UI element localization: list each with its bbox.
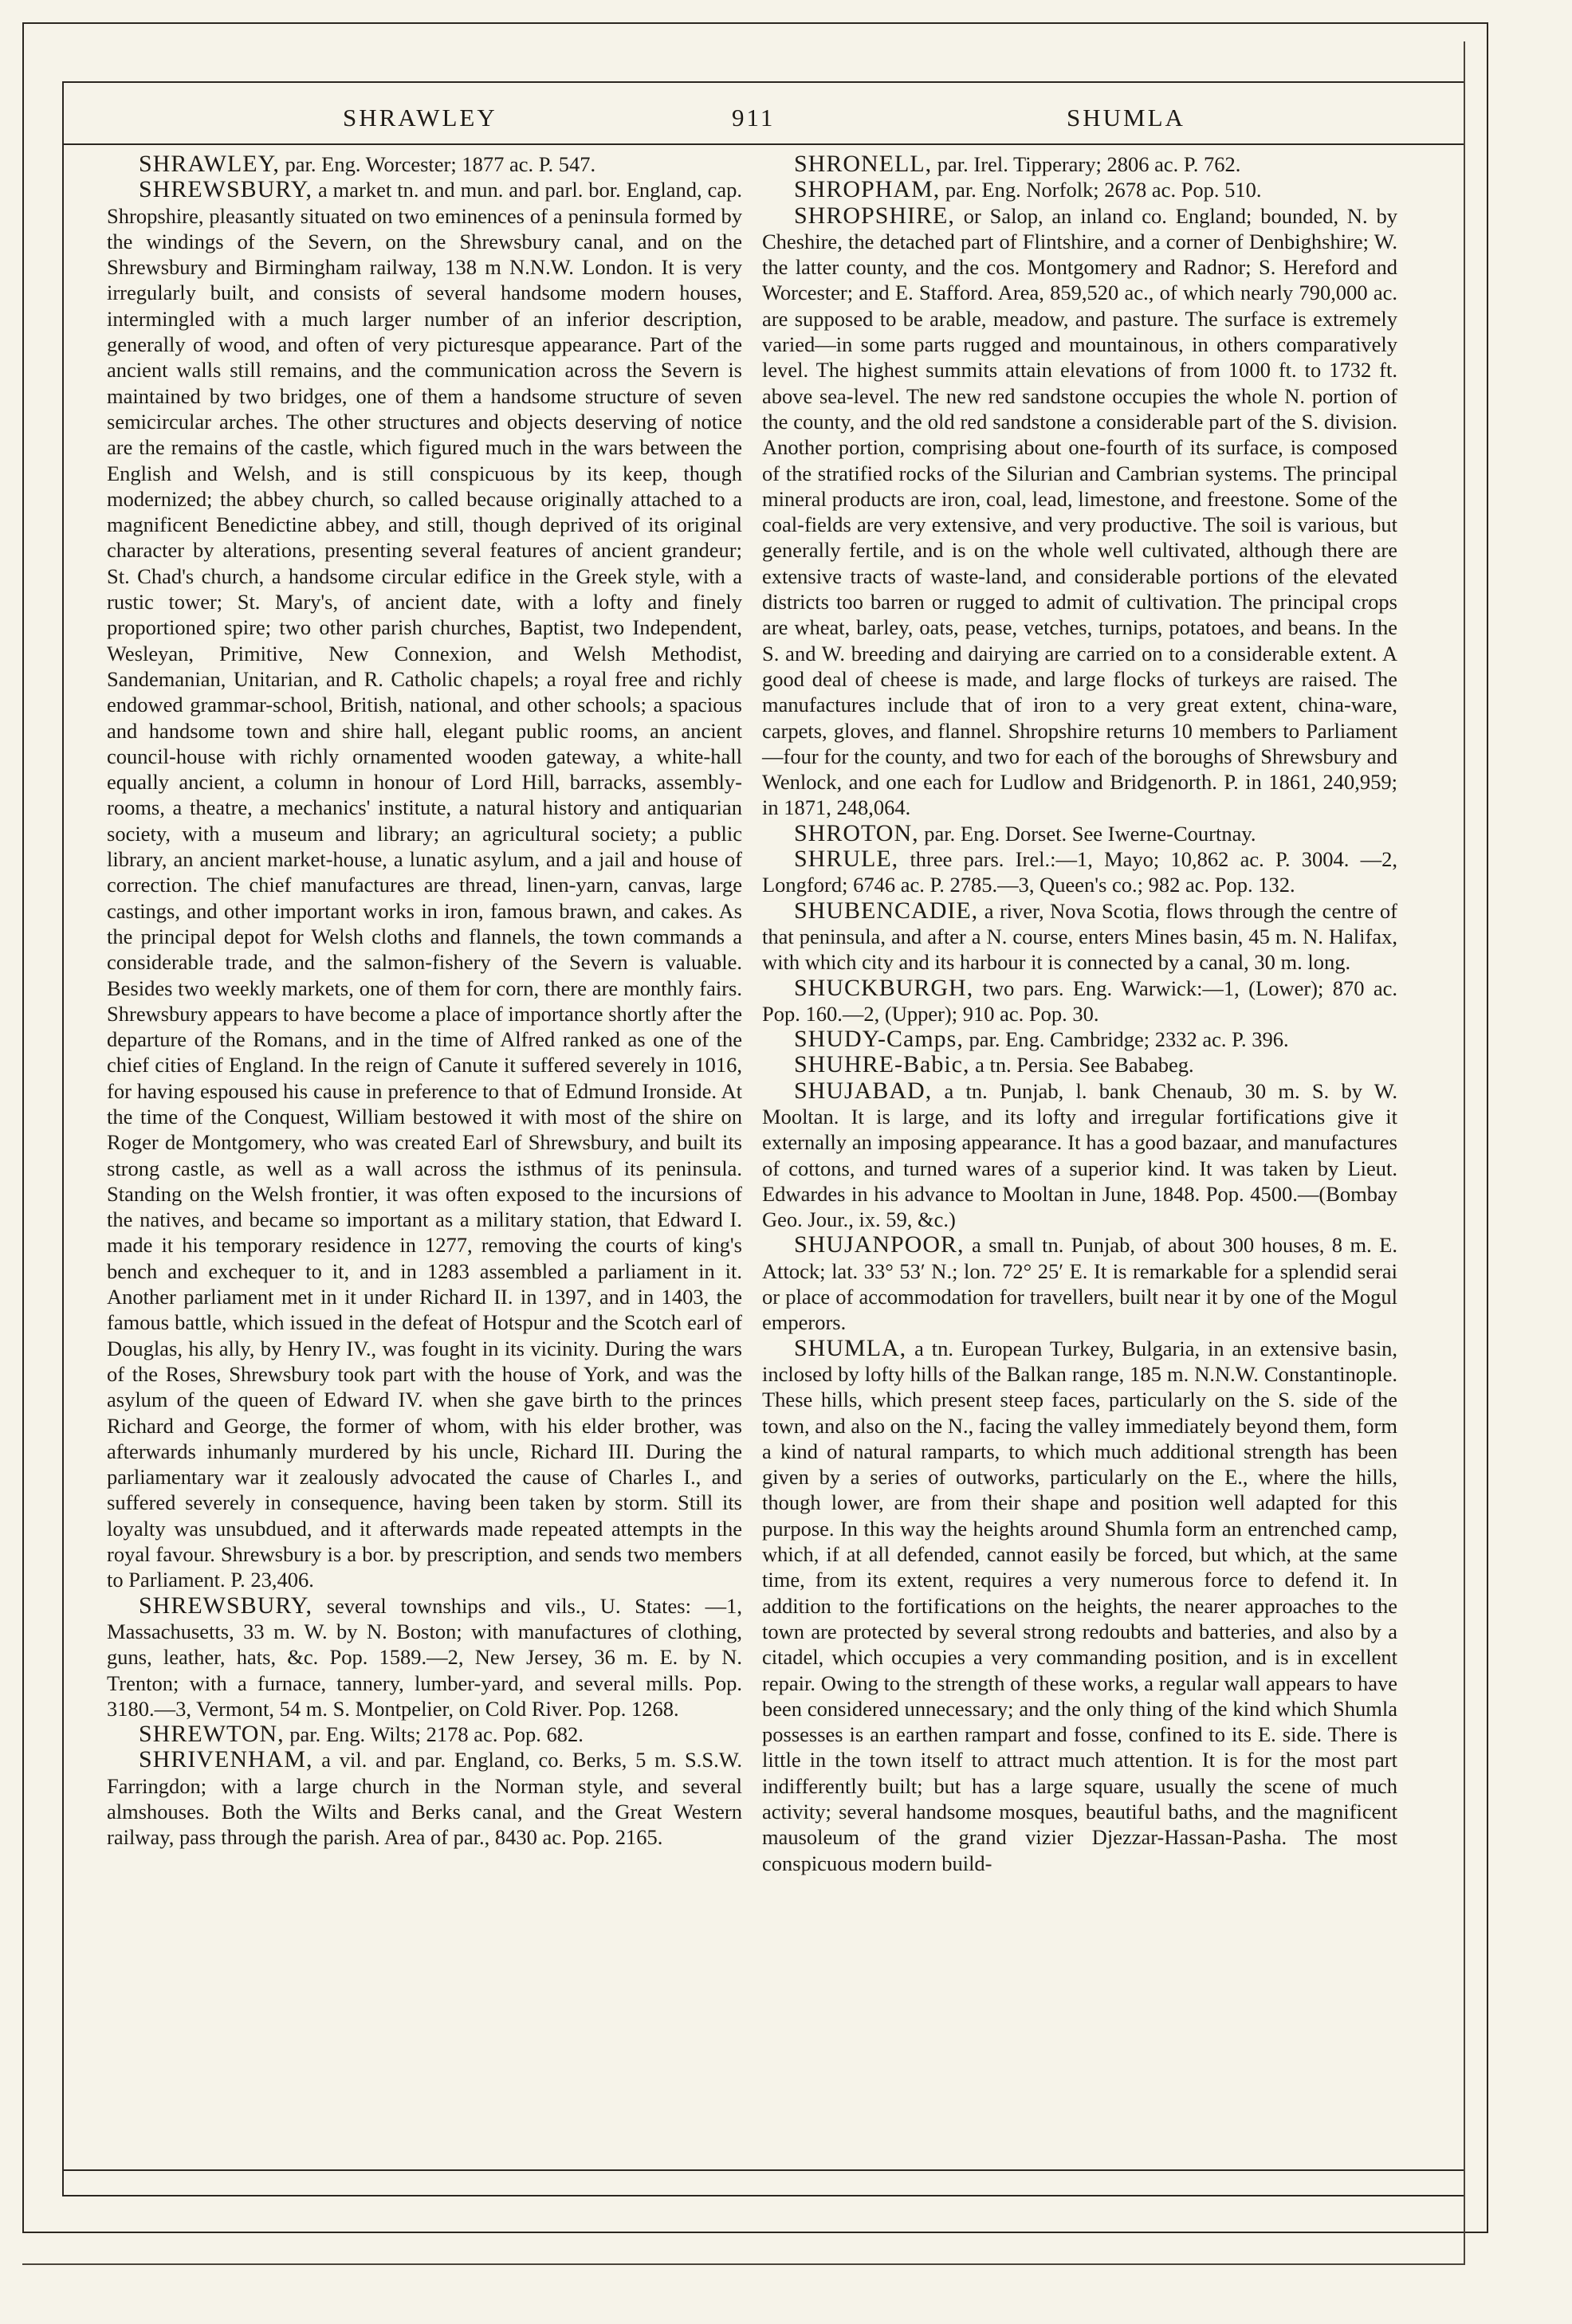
entry-headword: SHRULE, [794, 846, 899, 873]
entry [107, 1721, 742, 1747]
entry-text: par. Eng. Norfolk; 2678 ac. Pop. 510. [940, 178, 1262, 202]
entry-text: par. Eng. Dorset. See Iwerne-Courtnay. [918, 821, 1256, 846]
entry-headword: SHUCKBURGH, [794, 974, 974, 1001]
entry-text: a tn. European Turkey, Bulgaria, in an extensive basin, inclosed by lofty hills of the Balkan range, 185 m. N.N.W. Constantinople. These hills, which present steep faces, particularly on the S. side of the town, and also on the N., facing the valley immediately beyond them, form a kind of natural ramparts, to which much additional strength has been given by a series of outworks, particularly on the E., where the hills, though lower, are from their shape and position well adapted for this purpose. In this way the heights around Shumla form an entrenched camp, which, if at all defended, cannot easily be forced, but which, at the same time, from its extent, requires a very numerous force to defend it. In addition to the fortifications on the heights, the nearer approaches to the town are protected by several strong redoubts and batteries, and also by a citadel, which occupies a very commanding position, and is in excellent repair. Owing to the strength of these works, a regular wall appears to have been considered unnecessary; and the only thing of the kind which Shumla possesses is an earthen rampart and fosse, confined to its E. side. There is little in the town itself to attract much attention. It is for the most part indifferently built; but has a large square, usually the scene of much activity; several handsome mosques, beautiful baths, and the magnificent mausoleum of the grand vizier Djezzar-Hassan-Pasha. The most conspicuous modern build- [762, 1336, 1397, 1875]
entry-text: a small tn. Punjab, of about 300 houses, 8 m. E. Attock; lat. 33° 53′ N.; lon. 72° 25′ E. It is remarkable for a splendid serai or place of accommodation for travellers, built near it by one of the Mogul emperors. [762, 1233, 1397, 1335]
entry-text: a river, Nova Scotia, flows through the centre of that peninsula, and after a N. course, enters Mines basin, 45 m. N. Halifax, with which city and its harbour it is connected by a canal, 30 m. long. [762, 898, 1397, 975]
entry-headword: SHRIVENHAM, [139, 1746, 313, 1773]
entry [762, 846, 1397, 898]
entry [762, 203, 1397, 821]
entry-headword: SHREWSBURY, [139, 1592, 313, 1619]
entry-text: par. Eng. Wilts; 2178 ac. Pop. 682. [284, 1722, 584, 1747]
entry-headword: SHUMLA, [794, 1334, 907, 1361]
entry [762, 1232, 1397, 1335]
entry-text: several townships and vils., U. States: —1, Massachusetts, 33 m. W. by N. Boston; with manufactures of clothing, guns, leather, hats, &c. Pop. 1589.—2, New Jersey, 36 m. E. by N. Trenton; with a furnace, tannery, lumber-yard, and several mills. Pop. 3180.—3, Vermont, 54 m. S. Montpelier, on Cold River. Pop. 1268. [107, 1593, 742, 1721]
entry-headword: SHUJABAD, [794, 1077, 933, 1104]
entry [762, 898, 1397, 976]
entry [107, 1747, 742, 1850]
entry-text: a vil. and par. England, co. Berks, 5 m. S.S.W. Farringdon; with a large church in the Norman style, and several almshouses. Both the Wilts and Berks canal, and the Great Western railway, pass through the parish. Area of par., 8430 ac. Pop. 2165. [107, 1748, 742, 1850]
entry-headword: SHREWSBURY, [139, 176, 313, 203]
footer-rule [62, 2169, 1464, 2171]
entry [107, 177, 742, 1592]
entry-headword: SHUDY-Camps, [794, 1026, 964, 1053]
left-column [107, 151, 742, 1851]
entry-text: three pars. Irel.:—1, Mayo; 10,862 ac. P. 3004. —2, Longford; 6746 ac. P. 2785.—3, Queen's co.; 982 ac. Pop. 132. [762, 847, 1397, 897]
entry-headword: SHROPHAM, [794, 176, 941, 203]
entry-headword: SHRONELL, [794, 151, 933, 177]
entry-text: par. Eng. Cambridge; 2332 ac. P. 396. [963, 1027, 1289, 1052]
entry [762, 976, 1397, 1027]
entry-text: or Salop, an inland co. England; bounded, N. by Cheshire, the detached part of Flintshire, and a corner of Denbighshire; W. the latter county, and the cos. Montgomery and Radnor; S. Hereford and Worcester; and E. Stafford. Area, 859,520 ac., of which nearly 790,000 ac. are supposed to be arable, meadow, and pasture. The surface is extremely varied—in some parts rugged and mountainous, in others comparatively level. The highest summits attain elevations of from 1000 ft. to 1732 ft. above sea-level. The new red sandstone occupies the whole N. portion of the county, and the old red sandstone a considerable part of the S. division. Another portion, comprising about one-fourth of its surface, is composed of the stratified rocks of the Silurian and Cambrian systems. The principal mineral products are iron, coal, lead, limestone, and freestone. Some of the coal-fields are very extensive, and very productive. The soil is various, but generally fertile, and is on the whole well cultivated, although there are extensive tracts of waste-land, and considerable portions of the elevated districts too barren or rugged to admit of cultivation. The principal crops are wheat, barley, oats, pease, vetches, turnips, potatoes, and beans. In the S. and W. breeding and dairying are carried on to a considerable extent. A good deal of cheese is made, and large flocks of turkeys are raised. The manufactures include that of iron to a very great extent, china-ware, carpets, gloves, and flannel. Shropshire returns 10 members to Parliament—four for the county, and two for each of the boroughs of Shrewsbury and Wenlock, and one each for Ludlow and Bridgenorth. P. in 1861, 240,959; in 1871, 248,064. [762, 203, 1397, 820]
entry-text: a tn. Punjab, l. bank Chenaub, 30 m. S. by W. Mooltan. It is large, and its lofty and irregular fortifications give it externally an imposing appearance. It has a good bazaar, and manufactures of cottons, and turned wares of a superior kind. It was taken by Lieut. Edwardes in his advance to Mooltan in June, 1848. Pop. 4500.—(Bombay Geo. Jour., ix. 59, &c.) [762, 1078, 1397, 1232]
entry-text: a market tn. and mun. and parl. bor. England, cap. Shropshire, pleasantly situated on two eminences of a peninsula formed by the windings of the Severn, on the Shrewsbury canal, and on the Shrewsbury and Birmingham railway, 138 m N.N.W. London. It is very irregularly built, and consists of several handsome modern houses, intermingled with a much larger number of an inferior description, generally of wood, and often of very picturesque appearance. Part of the ancient walls still remains, and the communication across the Severn is maintained by two bridges, one of them a handsome structure of seven semicircular arches. The other structures and objects deserving of notice are the remains of the castle, which figured much in the wars between the English and Welsh, and is still conspicuous by its keep, though modernized; the abbey church, so called because originally attached to a magnificent Benedictine abbey, and still, though deprived of its original character by alterations, presenting several features of ancient grandeur; St. Chad's church, a handsome circular edifice in the Greek style, with a rustic tower; St. Mary's, of ancient date, with a lofty and finely proportioned spire; two other parish churches, Baptist, two Independent, Wesleyan, Primitive, New Connexion, and Welsh Methodist, Sandemanian, Unitarian, and R. Catholic chapels; a royal free and richly endowed grammar-school, British, national, and other schools; a spacious and handsome town and shire hall, elegant public rooms, an ancient council-house with richly ornamented wooden gateway, a white-hall equally ancient, a column in honour of Lord Hill, barracks, assembly-rooms, a theatre, a mechanics' institute, a natural history and antiquarian society, with a museum and library; an agricultural society; a public library, an ancient market-house, a lunatic asylum, and a jail and house of correction. The chief manufactures are thread, linen-yarn, canvas, large castings, and other important works in iron, famous brawn, and cakes. As the principal depot for Welsh cloths and flannels, the town commands a considerable trade, and the salmon-fishery of the Severn is valuable. Besides two weekly markets, one of them for corn, there are monthly fairs. Shrewsbury appears to have become a place of importance shortly after the departure of the Romans, and in the time of Alfred ranked as one of the chief cities of England. In the reign of Canute it suffered severely in 1016, for having espoused his cause in preference to that of Edmund Ironside. At the time of the Conquest, William bestowed it with most of the shire on Roger de Montgomery, who was created Earl of Shrewsbury, and built its strong castle, as well as a wall across the isthmus of its peninsula. Standing on the Welsh frontier, it was often exposed to the incursions of the natives, and became so important as a military station, that Edward I. made it his temporary residence in 1277, removing the courts of king's bench and exchequer to it, and in 1283 assembled a parliament in it. Another parliament met in it under Richard II. in 1397, and in 1403, the famous battle, which issued in the defeat of Hotspur and the Scotch earl of Douglas, his ally, by Henry IV., was fought in its vicinity. During the wars of the Roses, Shrewsbury took part with the house of York, and was the asylum of the queen of Edward IV. when she gave birth to the princes Richard and George, the former of whom, with his elder brother, was afterwards inhumanly murdered by his uncle, Richard III. During the parliamentary war it zealously advocated the cause of Charles I., and suffered severely in consequence, having been taken by storm. Still its loyalty was unsubdued, and it afterwards made repeated attempts in the royal favour. Shrewsbury is a bor. by prescription, and sends two members to Parliament. P. 23,406. [107, 178, 742, 1592]
entry-text: par. Irel. Tipperary; 2806 ac. P. 762. [932, 152, 1241, 176]
entry [762, 151, 1397, 177]
running-head-right: SHUMLA [1067, 104, 1185, 132]
page-edge-bottom [22, 2263, 1464, 2265]
entry [762, 177, 1397, 202]
entry-headword: SHROTON, [794, 819, 919, 846]
header-rule [62, 143, 1464, 145]
entry-text: two pars. Eng. Warwick:—1, (Lower); 870 ac. Pop. 160.—2, (Upper); 910 ac. Pop. 30. [762, 976, 1397, 1026]
entry [107, 1593, 742, 1721]
entry [762, 1336, 1397, 1876]
right-column [762, 151, 1397, 1876]
entry [762, 1078, 1397, 1233]
entry [762, 1052, 1397, 1078]
page-number: 911 [732, 104, 776, 132]
running-head-left: SHRAWLEY [343, 104, 497, 132]
entry-headword: SHRAWLEY, [139, 151, 280, 177]
entry-headword: SHROPSHIRE, [794, 202, 955, 229]
entry-headword: SHUBENCADIE, [794, 897, 979, 924]
entry [762, 1027, 1397, 1052]
entry-headword: SHUHRE-Babic, [794, 1051, 970, 1078]
entry-text: a tn. Persia. See Bababeg. [969, 1053, 1194, 1078]
entry-headword: SHUJANPOOR, [794, 1231, 965, 1258]
entry [107, 151, 742, 177]
entry-headword: SHREWTON, [139, 1721, 285, 1748]
entry-text: par. Eng. Worcester; 1877 ac. P. 547. [279, 152, 596, 176]
entry [762, 821, 1397, 846]
page-edge-right [1464, 41, 1465, 2265]
